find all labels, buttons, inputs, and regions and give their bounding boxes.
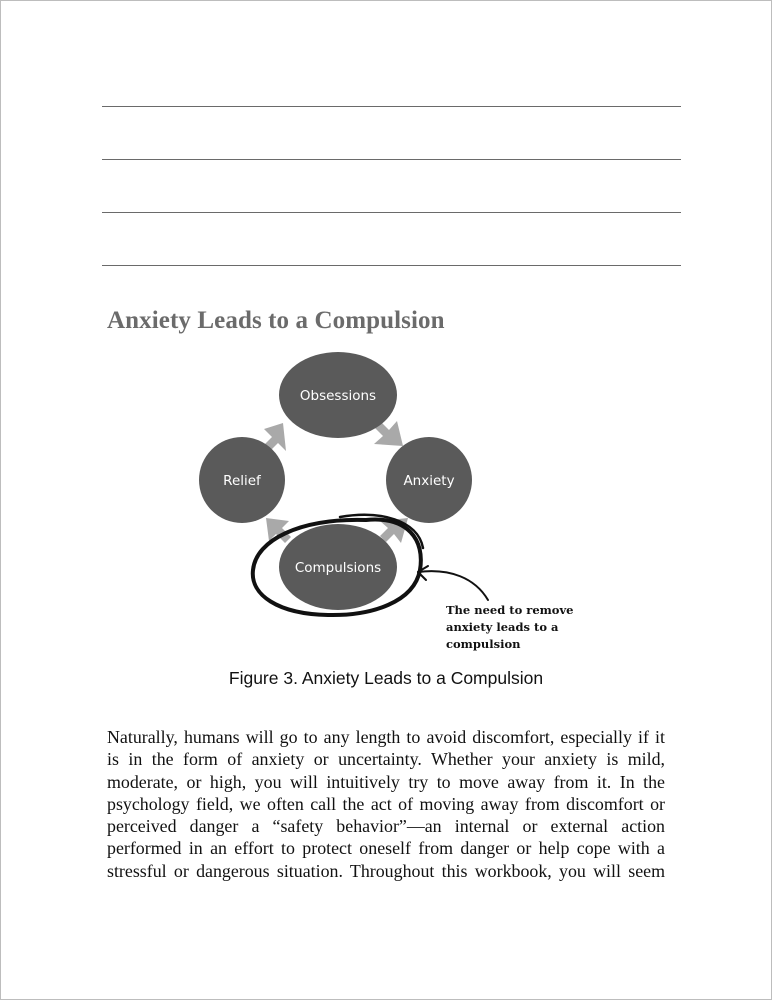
paragraph-line: Naturally, humans will go to any length to avoid discomfort, especially if it <box>107 727 665 747</box>
writing-line[interactable] <box>102 106 681 107</box>
section-heading: Anxiety Leads to a Compulsion <box>107 307 445 334</box>
callout-text <box>446 603 578 651</box>
paragraph-line: performed in an effort to protect oneself from danger or help cope with a <box>107 838 665 859</box>
callout-line: compulsion <box>446 637 521 651</box>
paragraph-line: moderate, or high, you will intuitively try to move away from it. In the <box>107 771 665 792</box>
paragraph-line: is in the form of anxiety or uncertainty. Whether your anxiety is mild, <box>107 749 665 770</box>
callout-arrow <box>418 566 488 600</box>
writing-line[interactable] <box>102 212 681 213</box>
paragraph-line: psychology field, we often call the act of moving away from discomfort or <box>107 793 665 814</box>
figure-caption: Figure 3. Anxiety Leads to a Compulsion <box>228 668 544 688</box>
paragraph-line: stressful or dangerous situation. Throughout this workbook, you will seem <box>107 860 665 881</box>
writing-line[interactable] <box>102 159 681 160</box>
cycle-diagram <box>190 350 590 660</box>
node-compulsions <box>279 524 397 610</box>
node-anxiety <box>386 437 472 523</box>
writing-line[interactable] <box>102 265 681 266</box>
node-relief <box>199 437 285 523</box>
callout-line: The need to remove <box>446 603 574 617</box>
node-label-obsessions: Obsessions <box>299 388 377 404</box>
node-label-relief: Relief <box>223 473 261 489</box>
node-label-anxiety: Anxiety <box>403 473 455 489</box>
body-paragraph <box>107 726 665 882</box>
node-label-compulsions: Compulsions <box>294 560 382 576</box>
node-obsessions <box>279 352 397 438</box>
callout-line: anxiety leads to a <box>446 620 559 634</box>
paragraph-line: perceived danger a “safety behavior”—an internal or external action <box>107 816 665 837</box>
